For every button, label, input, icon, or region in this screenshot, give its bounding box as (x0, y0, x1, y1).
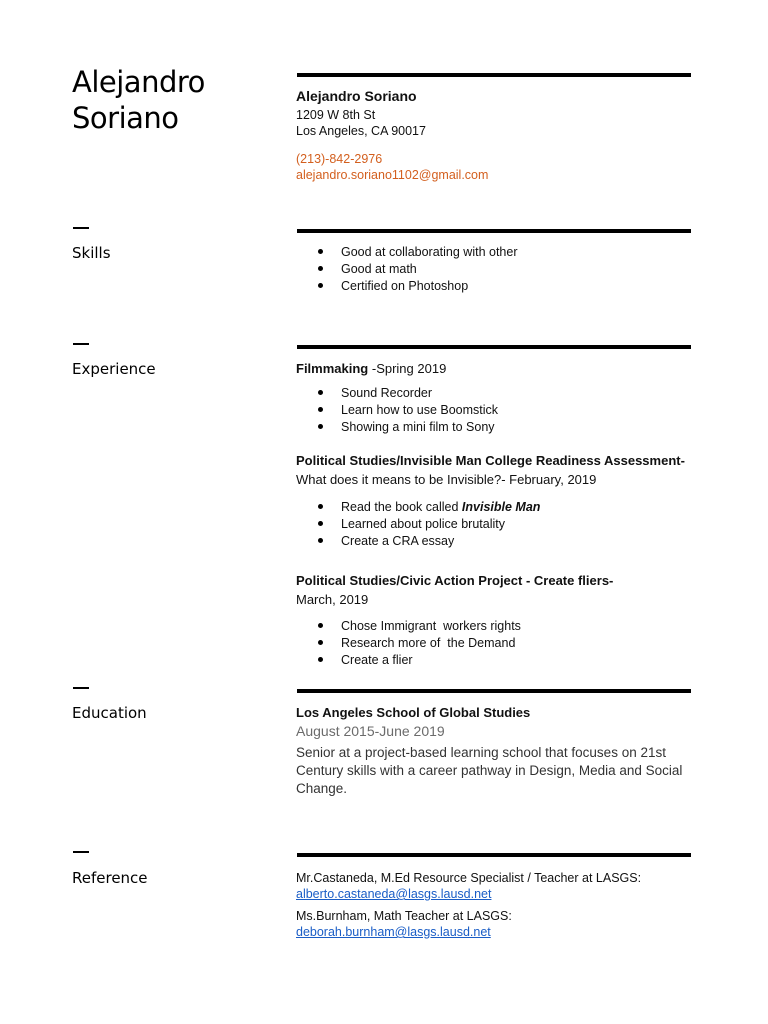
item-text: Read the book called (341, 500, 462, 514)
item-text: Create a flier (341, 652, 413, 667)
list-item (318, 385, 498, 402)
reference-1-name: Mr.Castaneda, M.Ed Resource Specialist / Teacher at LASGS: (296, 871, 642, 885)
reference-2-email[interactable]: deborah.burnham@lasgs.lausd.net (296, 925, 491, 939)
skills-divider (297, 229, 691, 233)
reference-1-email[interactable]: alberto.castaneda@lasgs.lausd.net (296, 887, 492, 901)
bullet-icon (318, 266, 323, 271)
list-item (318, 652, 521, 669)
address-line-2: Los Angeles, CA 90017 (296, 124, 426, 138)
phone-number[interactable]: (213)-842-2976 (296, 152, 383, 166)
email-address[interactable]: alejandro.soriano1102@gmail.com (296, 168, 489, 182)
education-dates: August 2015-June 2019 (296, 723, 445, 739)
experience-divider (297, 345, 691, 349)
contact-block (296, 87, 696, 183)
list-item (318, 516, 540, 533)
bullet-icon (318, 657, 323, 662)
job-1-header (296, 360, 696, 378)
bullet-icon (318, 504, 323, 509)
job-title: Filmmaking (296, 361, 369, 376)
skills-dash (73, 227, 89, 229)
job-2-list (318, 499, 540, 549)
item-text: Learned about police brutality (341, 516, 506, 531)
item-text: Chose Immigrant workers rights (341, 619, 521, 633)
education-description: Senior at a project-based learning school that focuses on 21st Century skills with a career pathway in Design, Media and Social Change. (296, 745, 683, 796)
bullet-icon (318, 521, 323, 526)
reference-block (296, 870, 696, 940)
item-text: Sound Recorder (341, 386, 433, 400)
job-date: -Spring 2019 (368, 361, 447, 376)
reference-divider (297, 853, 691, 857)
book-title: Invisible Man (461, 500, 541, 514)
education-dash (73, 687, 89, 689)
skill-text: Certified on Photoshop (341, 278, 469, 293)
job-title: Political Studies/Invisible Man College Readiness Assessment- (296, 453, 685, 468)
list-item (318, 278, 518, 295)
education-heading: Education (72, 704, 147, 722)
bullet-icon (318, 640, 323, 645)
bullet-icon (318, 407, 323, 412)
experience-heading: Experience (72, 360, 156, 378)
job-3-list (318, 618, 521, 668)
list-item (318, 419, 498, 436)
resume-name-first: Alejandro (72, 65, 205, 99)
list-item (318, 635, 521, 652)
address-line-1: 1209 W 8th St (296, 108, 376, 122)
list-item (318, 499, 540, 516)
skills-heading: Skills (72, 244, 111, 262)
skill-text: Good at math (341, 261, 417, 276)
resume-name-last: Soriano (72, 101, 179, 135)
item-text: Showing a mini film to Sony (341, 419, 495, 434)
list-item (318, 533, 540, 550)
reference-2-name: Ms.Burnham, Math Teacher at LASGS: (296, 909, 512, 923)
job-subtitle: What does it means to be Invisible?- February, 2019 (296, 472, 597, 487)
bullet-icon (318, 283, 323, 288)
list-item (318, 261, 518, 278)
reference-dash (73, 851, 89, 853)
education-divider (297, 689, 691, 693)
header-divider (297, 73, 691, 77)
job-title: Political Studies/Civic Action Project - Create fliers- (296, 573, 614, 588)
item-text: Learn how to use Boomstick (341, 402, 499, 417)
item-text: Research more of the Demand (341, 635, 516, 650)
bullet-icon (318, 424, 323, 429)
experience-dash (73, 343, 89, 345)
bullet-icon (318, 623, 323, 628)
item-text: Create a CRA essay (341, 533, 455, 548)
bullet-icon (318, 390, 323, 395)
skill-text: Good at collaborating with other (341, 245, 518, 259)
bullet-icon (318, 249, 323, 254)
list-item (318, 618, 521, 635)
contact-name: Alejandro Soriano (296, 88, 417, 104)
education-block (296, 705, 694, 798)
job-3-header (296, 573, 696, 607)
skills-list (318, 244, 518, 294)
list-item (318, 244, 518, 261)
reference-heading: Reference (72, 869, 148, 887)
job-1-list (318, 385, 498, 435)
list-item (318, 402, 498, 419)
school-name: Los Angeles School of Global Studies (296, 705, 531, 720)
job-2-header (296, 453, 696, 487)
job-subtitle: March, 2019 (296, 592, 369, 607)
bullet-icon (318, 538, 323, 543)
